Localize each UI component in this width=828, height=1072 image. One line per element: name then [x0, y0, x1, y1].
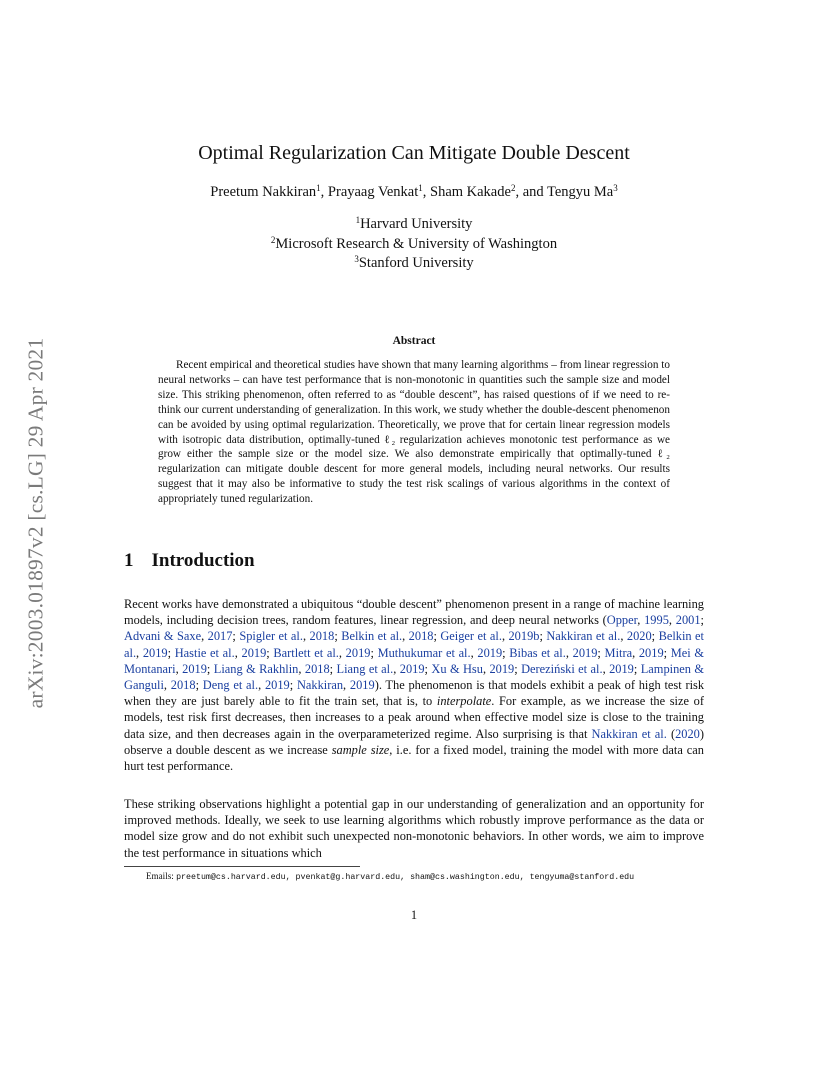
page-number: 1 — [410, 908, 418, 922]
body-text: ; — [195, 678, 203, 693]
arxiv-identifier-stamp — [16, 288, 56, 758]
affiliation-1: $^1$Harvard University — [355, 215, 473, 232]
citation-link[interactable]: 2020 — [626, 629, 652, 644]
affiliation-3: $^3$Stanford University — [354, 254, 474, 271]
citation-link[interactable]: 2019 — [489, 661, 515, 676]
citation-link[interactable]: 1995 — [644, 613, 669, 628]
section-number: 1 — [124, 550, 134, 571]
body-text: , — [258, 678, 265, 693]
body-text: ( — [666, 726, 676, 741]
citation-link[interactable]: Lampinen & Ganguli — [124, 661, 705, 693]
body-text: ; — [633, 661, 641, 676]
body-text: ; — [289, 678, 297, 693]
citation-link[interactable]: 2019 — [609, 661, 634, 676]
citation-link[interactable]: 2018 — [309, 629, 335, 644]
author-list — [0, 184, 828, 201]
section-heading-introduction — [124, 550, 255, 572]
citation-link[interactable]: Liang et al. — [336, 661, 394, 676]
body-text: ; — [370, 645, 378, 660]
body-text: . For example, as we increase the size of models, test risk first decreases, then increases to a peak around when effective model size is close to the training data size, and then decreases again in the overparameterized regime. Also surprising is that — [124, 694, 704, 741]
citation-link[interactable]: 2019 — [345, 645, 371, 660]
footnote-divider — [124, 866, 360, 867]
citation-link[interactable]: Dereziński et al. — [521, 661, 603, 676]
body-text: , — [482, 661, 490, 676]
body-text: ; — [167, 645, 175, 660]
body-text: ; — [502, 645, 510, 660]
citation-link[interactable]: Belkin et al. — [124, 629, 704, 660]
body-text: , — [632, 645, 639, 660]
citation-link[interactable]: 2019 — [264, 678, 290, 693]
footnote-label: Emails: — [146, 871, 177, 881]
citation-link[interactable]: Advani & Saxe — [124, 629, 202, 644]
body-text: , — [343, 678, 350, 693]
body-text: , — [637, 613, 645, 628]
body-text: ) observe a double descent as we increase — [124, 726, 704, 757]
body-text: , — [201, 629, 208, 644]
body-text: ; — [539, 629, 547, 644]
body-text: ; — [329, 661, 337, 676]
author-1: Preetum Nakkiran$^1$, — [210, 183, 328, 200]
citation-link[interactable]: 2019 — [349, 678, 375, 693]
citation-link[interactable]: 2018 — [408, 629, 434, 644]
citation-link[interactable]: 2019 — [142, 645, 168, 660]
introduction-paragraph-2: These striking observations highlight a potential gap in our understanding of generalization and an opportunity for improved methods. Ideally, we seek to use learning algorithms which robustly improve performance as the data or model size grow and do not exhibit such unexpected non-monotonic behaviors. In other words, we aim to improve the test performance in situations which — [124, 797, 704, 860]
citation-link[interactable]: Opper — [606, 613, 638, 628]
citation-link[interactable]: 2001 — [675, 613, 701, 628]
body-text: ; — [514, 661, 522, 676]
body-text: Recent works have demonstrated a ubiquitous “double descent” phenomenon present in a range of machine learning models, including decision trees, random features, linear regression, and deep neural networks ( — [124, 597, 704, 628]
affiliation-list — [0, 215, 828, 274]
citation-link[interactable]: 2018 — [170, 678, 196, 693]
citation-link[interactable]: Geiger et al. — [440, 629, 502, 644]
body-text: , — [298, 661, 305, 676]
paper-title: Optimal Regularization Can Mitigate Double Descent — [198, 142, 630, 164]
body-text: ; — [206, 661, 214, 676]
body-text: ). The phenomenon is that models exhibit a peak of high test risk when they are just barely able to fit the train set, that is, to — [124, 678, 705, 709]
body-text: ; — [663, 645, 671, 660]
body-text: , — [136, 645, 143, 660]
body-text: , — [402, 629, 409, 644]
citation-link[interactable]: Mei & Montanari — [124, 645, 705, 676]
citation-link[interactable]: Spigler et al. — [239, 629, 303, 644]
footnote-email-list: preetum@cs.harvard.edu, pvenkat@g.harvard.edu, sham@cs.washington.edu, tengyuma@stanford.edu — [176, 873, 635, 882]
body-text: ; — [232, 629, 240, 644]
emphasized-text: interpolate — [436, 694, 492, 709]
citation-link[interactable]: 2019 — [638, 645, 664, 660]
body-text: , — [338, 645, 346, 660]
body-text: ; — [597, 645, 605, 660]
author-3: Sham Kakade$^2$, and — [430, 183, 547, 200]
body-text: , — [302, 629, 310, 644]
citation-link[interactable]: Xu & Hsu — [431, 661, 483, 676]
emphasized-text: sample size — [331, 742, 390, 757]
body-text: , — [234, 645, 242, 660]
citation-link[interactable]: 2019b — [508, 629, 540, 644]
body-text: , — [470, 645, 478, 660]
citation-link[interactable]: 2019 — [399, 661, 425, 676]
body-text: , — [668, 613, 676, 628]
body-text: , i.e. for a fixed model, training the model with more data can hurt test performance. — [124, 742, 704, 774]
citation-link[interactable]: 2019 — [477, 645, 503, 660]
author-4: Tengyu Ma$^3$ — [547, 183, 618, 200]
body-text: , — [501, 629, 509, 644]
citation-link[interactable]: 2018 — [304, 661, 330, 676]
citation-link[interactable]: 2019 — [182, 661, 207, 676]
citation-link[interactable]: Muthukumar et al. — [377, 645, 471, 660]
introduction-paragraph-1 — [124, 596, 704, 774]
body-text: , — [602, 661, 610, 676]
body-text: ; — [700, 613, 704, 628]
body-text: ; — [651, 629, 659, 644]
body-text: , — [163, 678, 171, 693]
citation-link[interactable]: Nakkiran et al. — [546, 629, 621, 644]
body-text: , — [393, 661, 400, 676]
citation-link[interactable]: Nakkiran — [296, 678, 344, 693]
body-text: , — [565, 645, 573, 660]
body-text: , — [620, 629, 627, 644]
citation-link[interactable]: 2017 — [207, 629, 233, 644]
body-text: , — [175, 661, 183, 676]
citation-link[interactable]: Mitra — [604, 645, 633, 660]
author-2: Prayaag Venkat$^1$, — [327, 183, 430, 200]
citation-link[interactable]: Liang & Rakhlin — [213, 661, 299, 676]
section-title: Introduction — [151, 550, 255, 571]
arxiv-identifier-text: arXiv:2003.01897v2 [cs.LG] 29 Apr 2021 — [23, 337, 48, 709]
body-text: ; — [266, 645, 274, 660]
citation-link[interactable]: 2019 — [572, 645, 598, 660]
citation-link[interactable]: Hastie et al. — [174, 645, 235, 660]
body-text: ; — [424, 661, 432, 676]
affiliation-2: $^2$Microsoft Research & University of Washington — [270, 234, 558, 252]
citation-link[interactable]: Bibas et al. — [509, 645, 566, 660]
citation-link[interactable]: Nakkiran et al. — [591, 726, 667, 741]
body-text: ; — [433, 629, 441, 644]
citation-link[interactable]: Belkin et al. — [341, 629, 403, 644]
citation-link[interactable]: Bartlett et al. — [273, 645, 339, 660]
citation-link[interactable]: 2019 — [241, 645, 267, 660]
body-text: ; — [334, 629, 342, 644]
abstract-heading: Abstract — [392, 335, 436, 347]
citation-link[interactable]: 2020 — [675, 726, 700, 741]
footnote-emails — [146, 871, 634, 882]
abstract-body: Recent empirical and theoretical studies have shown that many learning algorithms – from linear regression to neural networks – can have test performance that is non-monotonic in quantities such the sample size and model size. This striking phenomenon, often referred to as “double descent”, has raised questions of if we need to re-think our current understanding of generalization. In this work, we study whether the double-descent phenomenon can be avoided by using optimal regularization. Theoretically, we prove that for certain linear regression models with isotropic data distribution, optimally-tuned ℓ₂ regularization achieves monotonic test performance as we grow either the sample size or the model size. We also demonstrate empirically that optimally-tuned ℓ₂ regularization can mitigate double descent for more general models, including neural networks. Our results suggest that it may also be informative to study the test risk scalings of various algorithms in the context of appropriately tuned regularization. — [158, 359, 670, 506]
citation-link[interactable]: Deng et al. — [202, 678, 259, 693]
